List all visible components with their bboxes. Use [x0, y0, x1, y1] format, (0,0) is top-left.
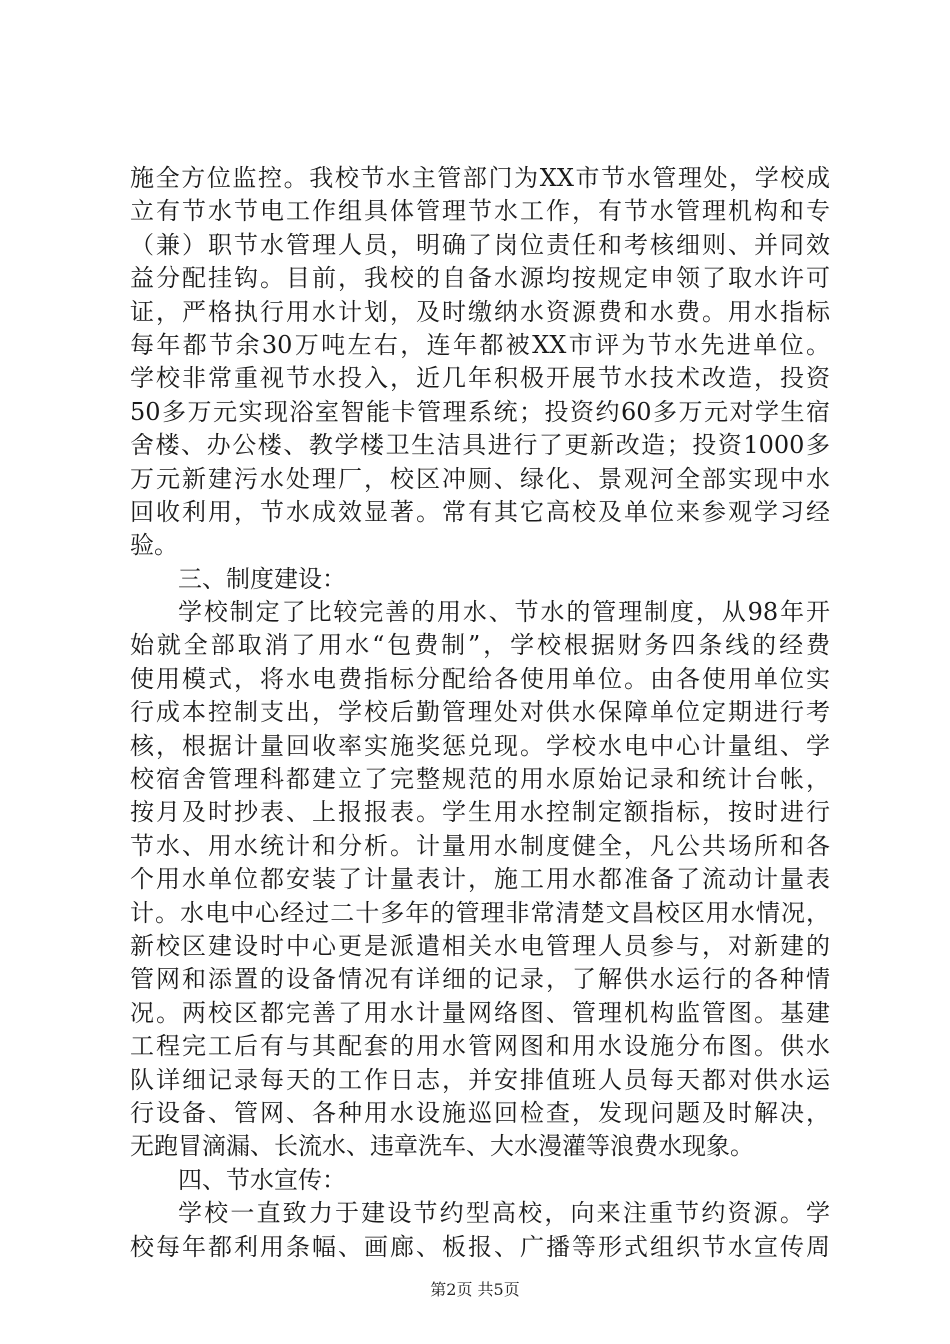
text-line: （兼）职节水管理人员，明确了岗位责任和考核细则、并同效 [130, 230, 830, 259]
text-line: 每年都节余30万吨左右，连年都被XX市评为节水先进单位。 [130, 330, 830, 359]
text-line: 三、制度建设： [178, 564, 346, 593]
text-line: 校每年都利用条幅、画廊、板报、广播等形式组织节水宣传周 [130, 1232, 830, 1261]
text-line: 行成本控制支出，学校后勤管理处对供水保障单位定期进行考 [130, 698, 830, 727]
text-line: 节水、用水统计和分析。计量用水制度健全，凡公共场所和各 [130, 831, 830, 860]
text-line: 按月及时抄表、上报报表。学生用水控制定额指标，按时进行 [130, 798, 830, 827]
text-line: 队详细记录每天的工作日志，并安排值班人员每天都对供水运 [130, 1065, 830, 1094]
text-line: 工程完工后有与其配套的用水管网图和用水设施分布图。供水 [130, 1032, 830, 1061]
text-line: 回收利用，节水成效显著。常有其它高校及单位来参观学习经 [130, 497, 830, 526]
text-line: 万元新建污水处理厂，校区冲厕、绿化、景观河全部实现中水 [130, 464, 830, 493]
text-line: 施全方位监控。我校节水主管部门为XX市节水管理处，学校成 [130, 164, 830, 192]
page-footer: 第2页 共5页 [430, 1280, 520, 1299]
text-line: 学校制定了比较完善的用水、节水的管理制度，从98年开 [178, 598, 830, 627]
text-line: 学校非常重视节水投入，近几年积极开展节水技术改造，投资 [130, 364, 830, 393]
text-line: 新校区建设时中心更是派遣相关水电管理人员参与，对新建的 [130, 931, 830, 960]
text-line: 舍楼、办公楼、教学楼卫生洁具进行了更新改造；投资1000多 [130, 431, 830, 460]
text-line: 立有节水节电工作组具体管理节水工作，有节水管理机构和专 [130, 197, 830, 226]
text-line: 四、节水宣传： [178, 1165, 346, 1194]
text-line: 益分配挂钩。目前，我校的自备水源均按规定申领了取水许可 [130, 264, 830, 293]
text-line: 使用模式，将水电费指标分配给各使用单位。由各使用单位实 [130, 664, 830, 693]
text-line: 始就全部取消了用水“包费制”，学校根据财务四条线的经费 [130, 631, 830, 660]
text-line: 学校一直致力于建设节约型高校，向来注重节约资源。学 [178, 1199, 830, 1228]
text-line: 证，严格执行用水计划，及时缴纳水资源费和水费。用水指标 [130, 297, 830, 326]
text-line: 核，根据计量回收率实施奖惩兑现。学校水电中心计量组、学 [130, 731, 830, 760]
document-body [130, 162, 830, 1264]
text-line: 校宿舍管理科都建立了完整规范的用水原始记录和统计台帐， [130, 765, 830, 794]
text-line: 况。两校区都完善了用水计量网络图、管理机构监管图。基建 [130, 998, 830, 1027]
text-line: 行设备、管网、各种用水设施巡回检查，发现问题及时解决， [130, 1098, 830, 1127]
text-line: 50多万元实现浴室智能卡管理系统；投资约60多万元对学生宿 [130, 397, 830, 426]
text-line: 无跑冒滴漏、长流水、违章洗车、大水漫灌等浪费水现象。 [130, 1132, 754, 1161]
text-line: 管网和添置的设备情况有详细的记录，了解供水运行的各种情 [130, 965, 830, 994]
text-line: 验。 [130, 531, 178, 560]
text-line: 计。水电中心经过二十多年的管理非常清楚文昌校区用水情况， [130, 898, 830, 927]
text-line: 个用水单位都安装了计量表计，施工用水都准备了流动计量表 [130, 865, 830, 894]
